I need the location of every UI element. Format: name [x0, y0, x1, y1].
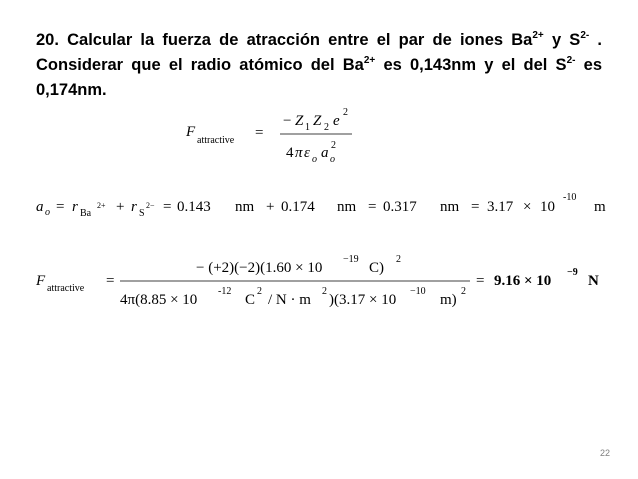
problem-text-1: Calcular la fuerza de atracción entre el par de iones Ba: [58, 31, 533, 49]
eq2-unit-1: nm: [235, 199, 255, 215]
eq1-e-exp: 2: [343, 107, 348, 118]
eq1-F: F: [186, 124, 196, 140]
eq1-equals: =: [255, 125, 264, 141]
eq3-den-exp-3: 2: [322, 286, 327, 297]
eq1-den-a: a: [321, 145, 329, 161]
eq3-numerator: − (+2)(−2)(1.60 × 10: [196, 260, 323, 276]
eq2-r-ba-sub: Ba: [80, 208, 92, 219]
eq3-result-unit: N: [588, 273, 599, 289]
eq1-e: e: [333, 113, 340, 129]
page-number: 22: [599, 448, 610, 458]
eq3-den-d: )(3.17 × 10: [329, 292, 397, 308]
charge-ba-2: 2+: [363, 55, 376, 66]
eq2-value-2: 0.174: [281, 199, 315, 215]
eq2-unit-3: nm: [440, 199, 460, 215]
eq2-unit-2: nm: [337, 199, 357, 215]
eq2-r-s-sub: S: [139, 208, 145, 219]
eq1-den-pi: π: [295, 145, 303, 161]
eq3-equals: =: [106, 273, 115, 289]
eq2-plus: +: [116, 199, 125, 215]
problem-text-2: . Considerar que el radio atómico del Ba: [36, 31, 602, 74]
eq2-r-s-sup: 2−: [146, 201, 155, 210]
problem-number: 20.: [36, 31, 59, 49]
eq3-F: F: [36, 273, 46, 289]
eq3-den-m: m): [440, 292, 457, 308]
eq1-Z2-sub: 2: [324, 122, 329, 133]
eq3-num-square: 2: [396, 254, 401, 265]
eq3-den-a: 4π(8.85 × 10: [120, 292, 198, 308]
eq2-value-1: 0.143: [177, 199, 211, 215]
eq2-r-ba-sup: 2+: [97, 201, 106, 210]
eq2-plus-2: +: [266, 199, 275, 215]
eq2-equals-2: =: [163, 199, 172, 215]
eq3-den-exp-1: -12: [218, 286, 232, 297]
eq2-equals-1: =: [56, 199, 65, 215]
eq2-equals-4: =: [471, 199, 480, 215]
problem-text-1b: y S: [543, 31, 581, 49]
equation-substitution: [35, 254, 599, 308]
eq3-den-Nm: / N · m: [268, 292, 311, 308]
eq2-exponent: -10: [563, 192, 577, 203]
eq2-ten: 10: [540, 199, 555, 215]
eq3-equals-2: =: [476, 273, 485, 289]
eq3-num-unit: C): [369, 260, 384, 276]
eq1-den-a-exp: 2: [331, 140, 336, 151]
eq1-sub: attractive: [197, 135, 235, 146]
charge-ba: 2+: [532, 30, 544, 41]
problem-text-3: es 0,174nm.: [36, 56, 603, 99]
problem-text-2b: es 0,143nm y el del S: [375, 56, 567, 74]
eq2-equals-3: =: [368, 199, 377, 215]
eq1-den-4: 4: [286, 145, 294, 161]
eq1-Z1: Z: [295, 113, 304, 129]
eq2-a: a: [36, 199, 44, 215]
equation-radii: [36, 192, 606, 219]
eq1-den-eps-sub: o: [312, 154, 317, 165]
charge-s-2: 2-: [566, 55, 576, 66]
eq3-den-exp-4: −10: [410, 286, 426, 297]
eq2-r-ba: r: [72, 199, 78, 215]
eq2-unit-m: m: [594, 199, 606, 215]
eq3-den-C: C: [245, 292, 256, 308]
equation-coulomb: [185, 107, 352, 165]
eq3-den-exp-2: 2: [257, 286, 262, 297]
eq2-times: ×: [523, 199, 532, 215]
eq3-result: 9.16 × 10: [494, 273, 552, 289]
eq2-value-3: 0.317: [383, 199, 417, 215]
eq1-minus: −: [283, 113, 292, 129]
eq3-sub: attractive: [47, 283, 85, 294]
eq3-num-exp: −19: [343, 254, 359, 265]
eq3-result-exp: −9: [567, 267, 578, 278]
eq1-den-eps: ε: [304, 145, 310, 161]
eq2-r-s: r: [131, 199, 137, 215]
eq1-den-a-sub: o: [330, 154, 335, 165]
eq3-den-exp-5: 2: [461, 286, 466, 297]
eq2-a-sub: o: [45, 207, 50, 218]
charge-s: 2-: [580, 30, 590, 41]
eq1-Z1-sub: 1: [305, 122, 310, 133]
eq2-value-4: 3.17: [487, 199, 514, 215]
eq1-Z2: Z: [313, 113, 322, 129]
